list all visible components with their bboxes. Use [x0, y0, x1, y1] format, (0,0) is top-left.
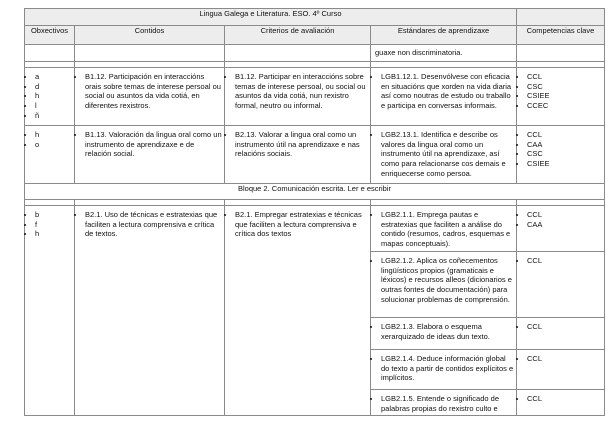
competencias-list: • CCL — [517, 390, 604, 406]
table-row — [25, 45, 605, 62]
objectives-list: • b • f • h — [25, 206, 74, 241]
block-heading: Bloque 2. Comunicación escrita. Ler e escribir — [25, 183, 605, 199]
estandar-text: • LGB2.1.1. Emprega pautas e estratexias que faciliten a análise do contido (resumos, cadros, esquemas e mapas conceptuais). — [381, 210, 514, 249]
contido-text: • B1.13. Valoración da lingua oral como un instrumento de aprendizaxe e de relación social. — [85, 130, 222, 159]
criterio-text: • B2.13. Valorar a lingua oral como un instrumento útil na aprendizaxe e nas relacións sociais. — [235, 130, 368, 159]
table-row — [25, 67, 605, 125]
header-contidos: Contidos — [75, 26, 225, 45]
estandar-text: • LGB2.1.3. Elabora o esquema xerarquizado de ideas dun texto. — [381, 322, 514, 342]
competencias-list: • CCL • CSC • CSIEE • CCEC — [517, 68, 604, 113]
estandar-text: • LGB2.13.1. Identifica e describe os valores da lingua oral como un instrumento útil na aprendizaxe, así como para relacionarse cos demais e enriquecerse como persoa. — [381, 130, 514, 179]
curriculum-table — [24, 8, 605, 416]
competencias-list: • CCL • CAA • CSC • CSIEE — [517, 126, 604, 171]
contido-text: • B2.1. Uso de técnicas e estratexias que faciliten a lectura comprensiva e crítica de textos. — [85, 210, 222, 239]
objectives-list: • h • o — [25, 126, 74, 152]
header-competencias: Competencias clave — [517, 26, 605, 45]
table-title: Lingua Galega e Literatura. ESO. 4º Curso — [25, 9, 517, 26]
contido-text: • B1.12. Participación en interaccións orais sobre temas de interese persoal ou social ou asuntos da vida cotiá, en diferentes rexistros. — [85, 72, 222, 111]
competencias-list: • CCL — [517, 318, 604, 334]
estandar-text: • LGB2.1.2. Aplica os coñecementos lingüísticos propios (gramaticais e léxicos) e recursos alleos (dicionarios e outras fontes de documentación) para solucionar problemas de comprensión. — [381, 256, 514, 305]
title-blank-cell — [517, 9, 605, 26]
header-obxectivos: Obxectivos — [25, 26, 75, 45]
criterio-text: • B1.12. Participar en interaccións sobre temas de interese persoal, ou social ou asuntos da vida cotiá, nun rexistro formal, neutro ou informal. — [235, 72, 368, 111]
table-row — [25, 125, 605, 183]
competencias-list: • CCL — [517, 252, 604, 268]
estandar-text: • LGB2.1.4. Deduce información global do texto a partir de contidos explícitos e implícitos. — [381, 354, 514, 383]
table-row — [25, 205, 605, 251]
header-criterios: Criterios de avaliación — [225, 26, 371, 45]
objectives-list: • a • d • h • l • ñ — [25, 68, 74, 123]
competencias-list: • CCL • CAA — [517, 206, 604, 232]
estandar-text: • LGB2.1.5. Entende o significado de palabras propias do rexistro culto e — [381, 394, 514, 414]
criterio-text: • B2.1. Empregar estratexias e técnicas que faciliten a lectura comprensiva e crítica dos textos — [235, 210, 368, 239]
estandar-text: • LGB1.12.1. Desenvólvese con eficacia en situacións que xorden na vida diaria así como noutras de estudo ou traballo e participa en conversas informais. — [381, 72, 514, 111]
carry-over-text: guaxe non discriminatoria. — [375, 48, 463, 57]
header-estandares: Estándares de aprendizaxe — [371, 26, 517, 45]
competencias-list: • CCL — [517, 350, 604, 366]
